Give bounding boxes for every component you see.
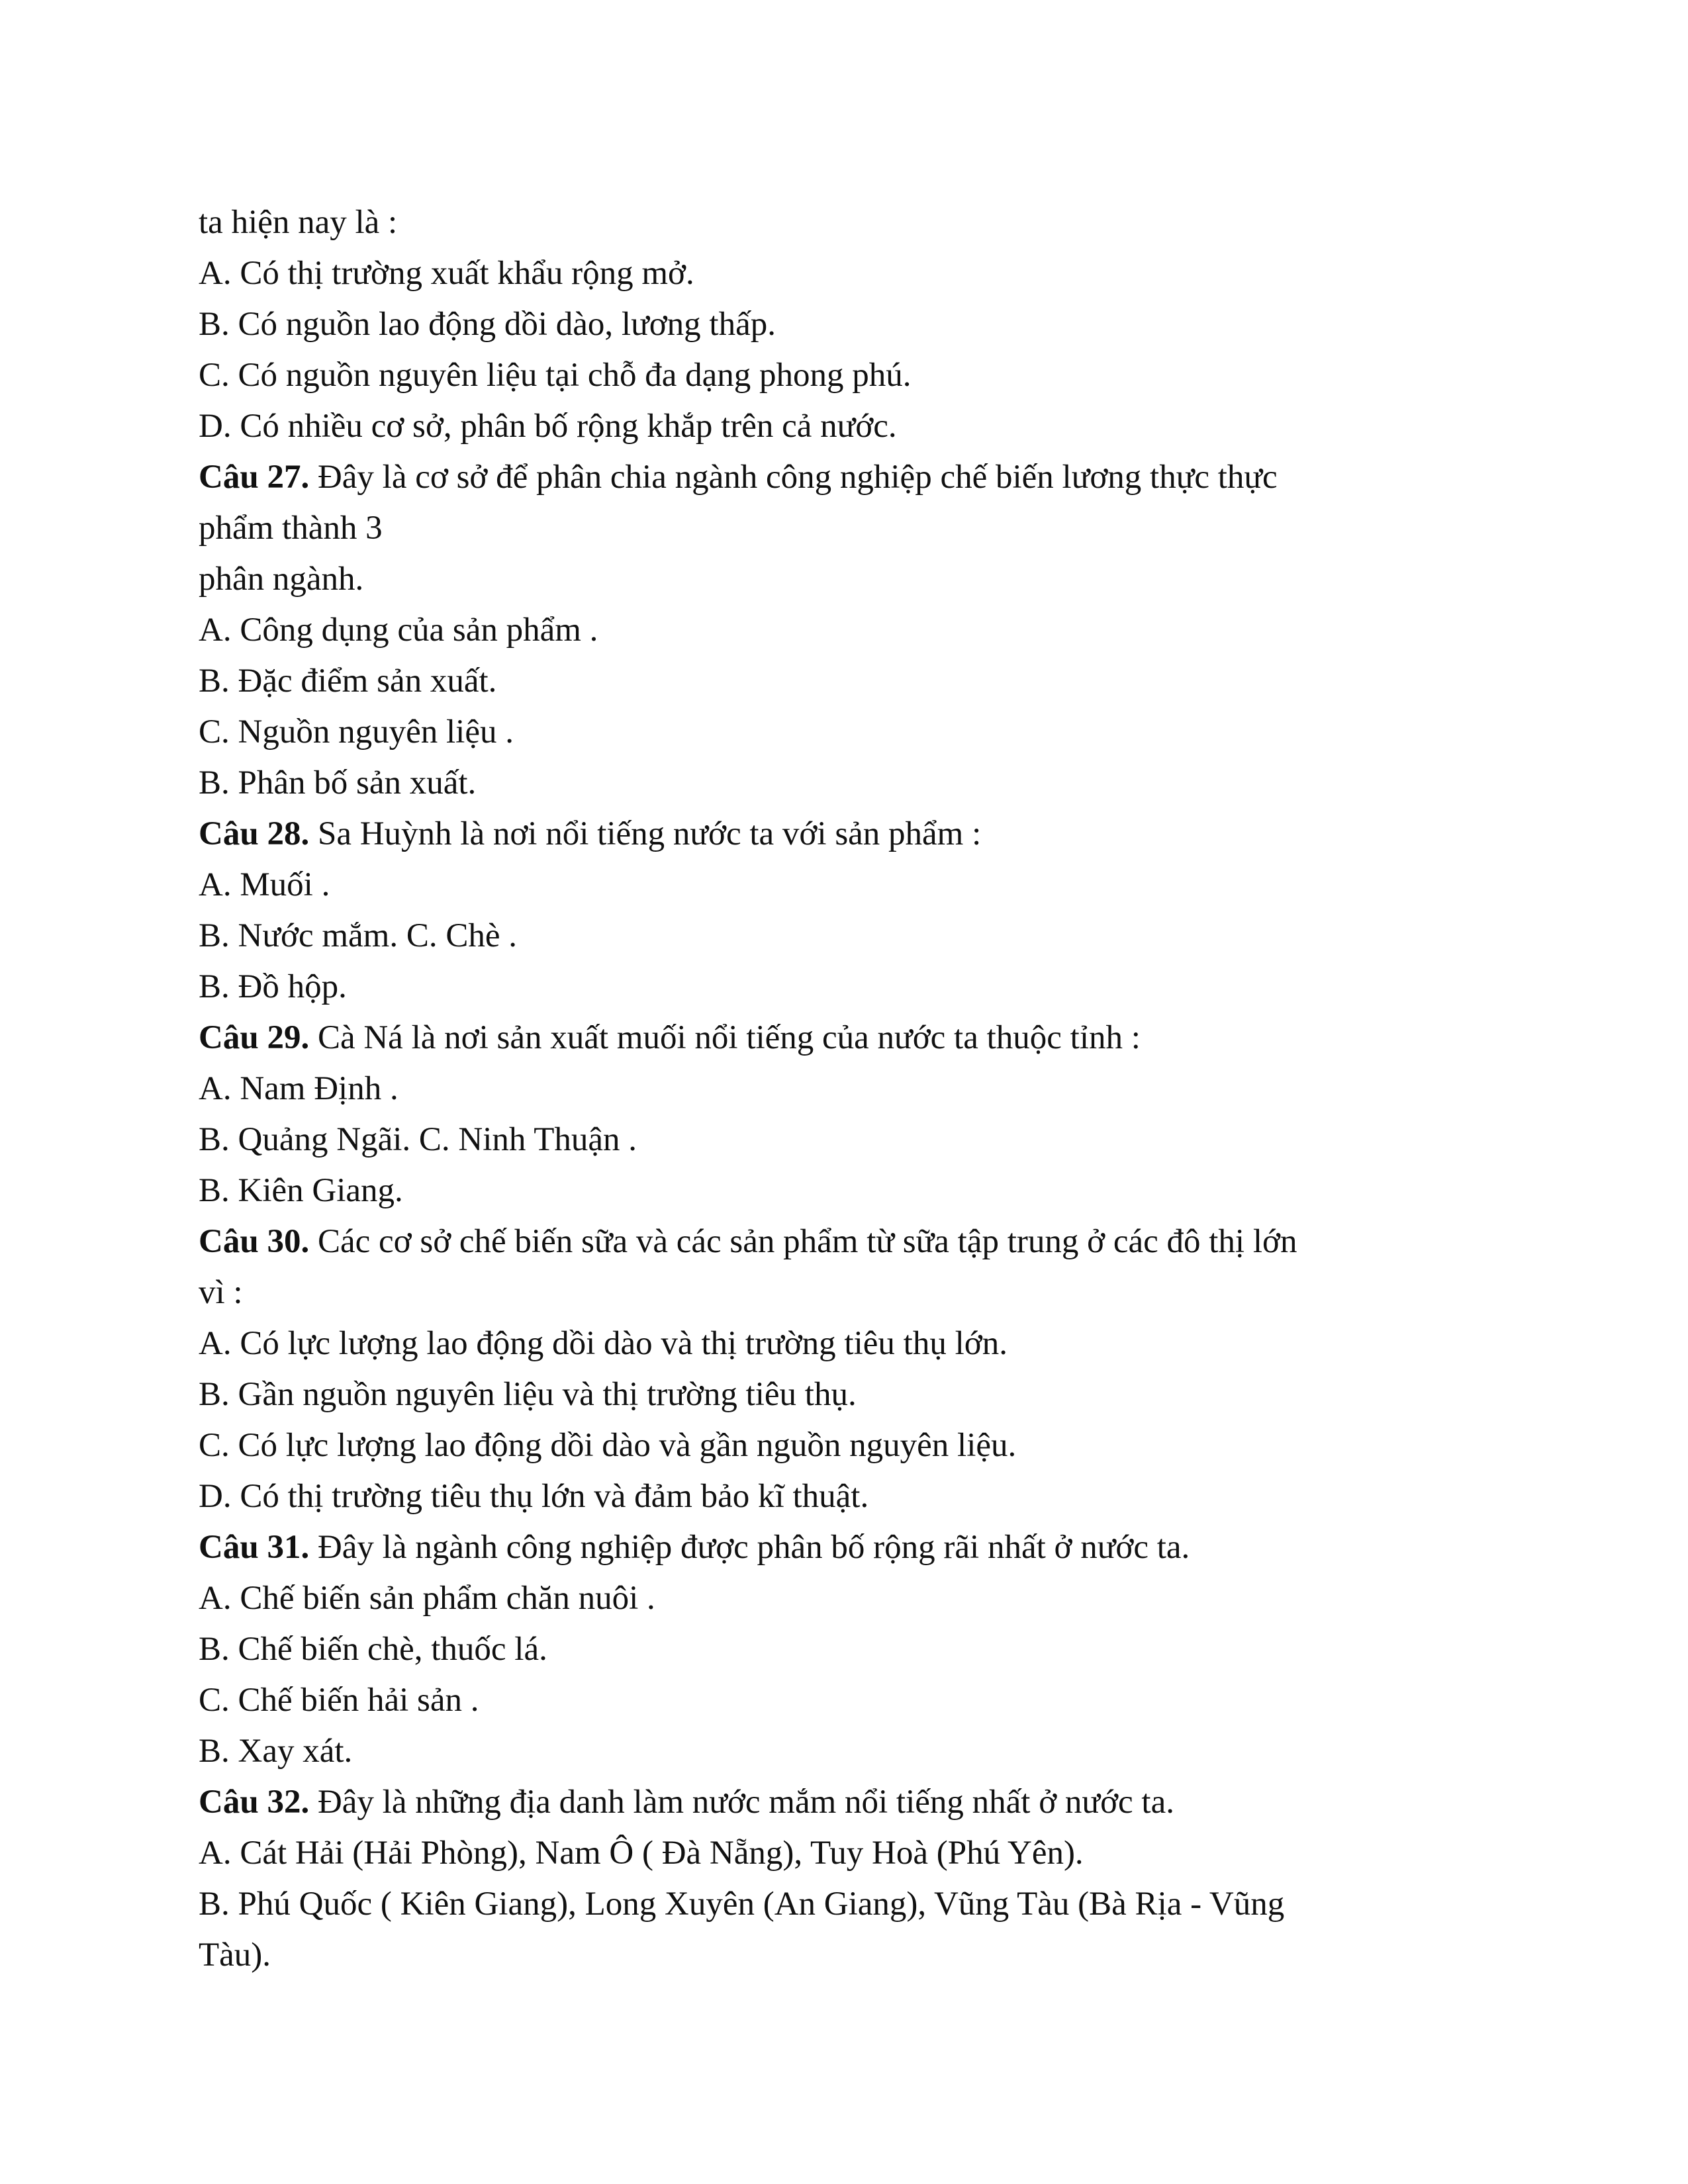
option-c: C. Chế biến hải sản . xyxy=(199,1682,479,1719)
question-number: Câu 30. xyxy=(199,1223,310,1260)
option-d: D. Có thị trường tiêu thụ lớn và đảm bảo kĩ thuật. xyxy=(199,1478,869,1515)
option-b: B. Quảng Ngãi. C. Ninh Thuận . xyxy=(199,1121,637,1158)
question-29 xyxy=(199,1013,1489,1064)
option-b: B. Nước mắm. C. Chè . xyxy=(199,917,517,954)
option-a: A. Có lực lượng lao động dồi dào và thị trường tiêu thụ lớn. xyxy=(199,1325,1008,1362)
option-a: A. Nam Định . xyxy=(199,1070,399,1107)
option-b: B. Chế biến chè, thuốc lá. xyxy=(199,1631,547,1668)
question-27-cont: phẩm thành 3 xyxy=(199,510,383,547)
option-a: A. Muối . xyxy=(199,866,330,903)
question-number: Câu 28. xyxy=(199,815,310,852)
option-b: B. Đặc điểm sản xuất. xyxy=(199,662,497,700)
question-31 xyxy=(199,1522,1489,1573)
option-b: B. Gần nguồn nguyên liệu và thị trường tiêu thụ. xyxy=(199,1376,857,1413)
question-30-cont: vì : xyxy=(199,1274,243,1311)
question-number: Câu 27. xyxy=(199,459,310,496)
option-b: B. Có nguồn lao động dồi dào, lương thấp. xyxy=(199,306,776,343)
question-number: Câu 31. xyxy=(199,1529,310,1566)
option-c: C. Nguồn nguyên liệu . xyxy=(199,713,514,751)
question-text: Đây là cơ sở để phân chia ngành công nghiệp chế biến lương thực thực xyxy=(309,459,1278,496)
option-a: A. Công dụng của sản phẩm . xyxy=(199,612,598,649)
question-number: Câu 29. xyxy=(199,1019,310,1056)
option-a: A. Chế biến sản phẩm chăn nuôi . xyxy=(199,1580,655,1617)
intro-line: ta hiện nay là : xyxy=(199,204,398,241)
document-page xyxy=(199,197,1489,1981)
option-d: D. Có nhiều cơ sở, phân bố rộng khắp trên cả nước. xyxy=(199,408,897,445)
option-c: C. Có nguồn nguyên liệu tại chỗ đa dạng phong phú. xyxy=(199,357,912,394)
question-27-cont: phân ngành. xyxy=(199,561,364,598)
option-d: B. Phân bố sản xuất. xyxy=(199,764,477,801)
option-b: B. Phú Quốc ( Kiên Giang), Long Xuyên (An Giang), Vũng Tàu (Bà Rịa - Vũng xyxy=(199,1886,1285,1923)
option-a: A. Cát Hải (Hải Phòng), Nam Ô ( Đà Nẵng), Tuy Hoà (Phú Yên). xyxy=(199,1835,1084,1872)
option-b-cont: Tàu). xyxy=(199,1936,271,1974)
option-a: A. Có thị trường xuất khẩu rộng mở. xyxy=(199,255,694,292)
question-text: Sa Huỳnh là nơi nổi tiếng nước ta với sản phẩm : xyxy=(309,815,982,852)
option-c: C. Có lực lượng lao động dồi dào và gần nguồn nguyên liệu. xyxy=(199,1427,1017,1464)
option-d: B. Kiên Giang. xyxy=(199,1172,403,1209)
question-text: Cà Ná là nơi sản xuất muối nổi tiếng của nước ta thuộc tỉnh : xyxy=(309,1019,1141,1056)
question-32 xyxy=(199,1777,1489,1828)
question-28 xyxy=(199,809,1489,860)
option-d: B. Xay xát. xyxy=(199,1733,353,1770)
option-d: B. Đồ hộp. xyxy=(199,968,347,1005)
question-text: Đây là những địa danh làm nước mắm nổi tiếng nhất ở nước ta. xyxy=(309,1784,1174,1821)
question-number: Câu 32. xyxy=(199,1784,310,1821)
question-text: Các cơ sở chế biến sữa và các sản phẩm từ sữa tập trung ở các đô thị lớn xyxy=(309,1223,1297,1260)
question-text: Đây là ngành công nghiệp được phân bố rộng rãi nhất ở nước ta. xyxy=(309,1529,1190,1566)
question-30 xyxy=(199,1216,1489,1267)
question-27 xyxy=(199,452,1489,503)
